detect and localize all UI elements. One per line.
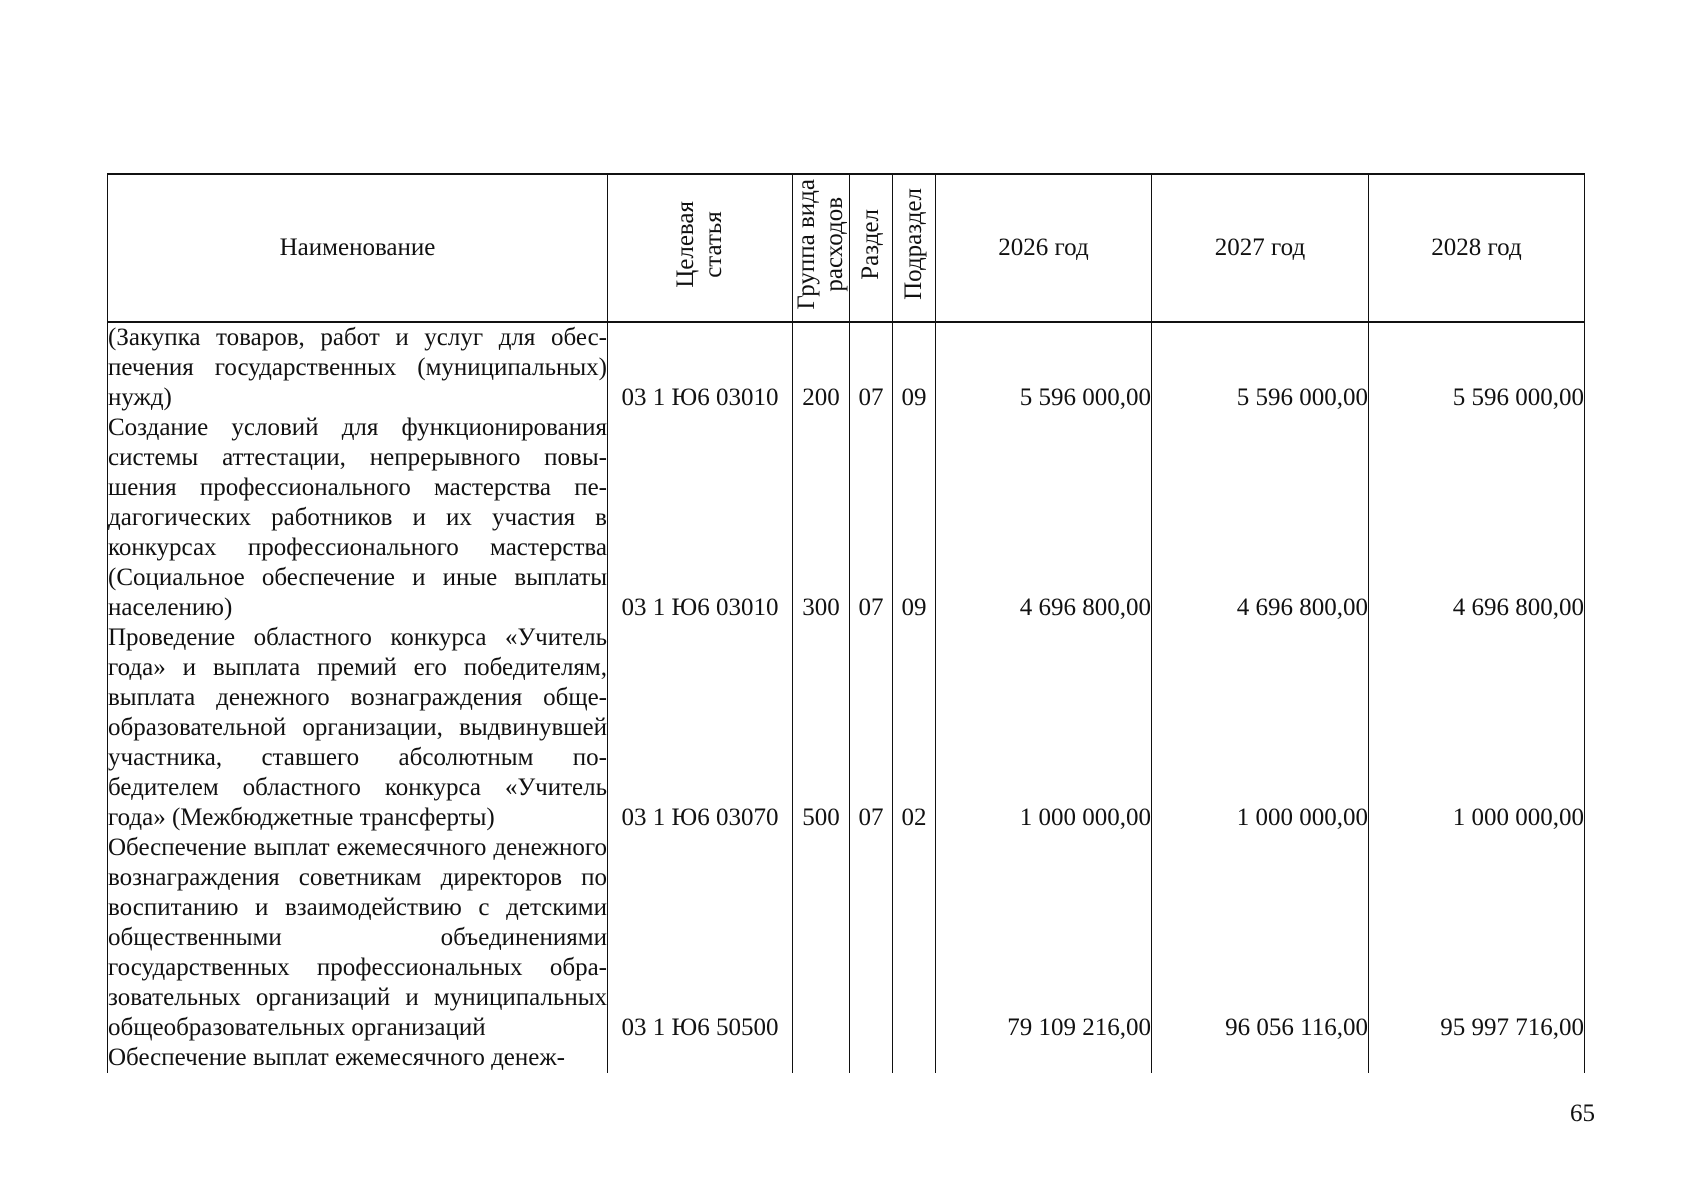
table-row xyxy=(108,623,1585,833)
header-group: Группа вида расходов xyxy=(793,174,850,322)
row-2026: 5 596 000,00 xyxy=(936,322,1152,413)
row-subsection: 09 xyxy=(893,322,936,413)
row-2027: 1 000 000,00 xyxy=(1152,623,1369,833)
header-section: Раздел xyxy=(850,174,893,322)
row-target: 03 1 Ю6 03070 xyxy=(608,623,793,833)
row-group xyxy=(793,1043,850,1073)
header-2026: 2026 год xyxy=(936,174,1152,322)
row-subsection: 02 xyxy=(893,623,936,833)
header-target: Целевая статья xyxy=(608,174,793,322)
row-2028 xyxy=(1369,1043,1585,1073)
header-subsection: Подраздел xyxy=(893,174,936,322)
row-target: 03 1 Ю6 03010 xyxy=(608,322,793,413)
row-group: 300 xyxy=(793,413,850,623)
row-2027: 96 056 116,00 xyxy=(1152,833,1369,1043)
row-2027: 5 596 000,00 xyxy=(1152,322,1369,413)
table-row xyxy=(108,413,1585,623)
budget-table xyxy=(107,173,1585,1073)
row-section: 07 xyxy=(850,623,893,833)
header-2027: 2027 год xyxy=(1152,174,1369,322)
table-row xyxy=(108,322,1585,413)
row-section: 07 xyxy=(850,322,893,413)
row-2028: 1 000 000,00 xyxy=(1369,623,1585,833)
row-subsection xyxy=(893,833,936,1043)
row-2028: 4 696 800,00 xyxy=(1369,413,1585,623)
row-name: Обеспечение выплат ежемесячного денеж- xyxy=(108,1043,608,1073)
row-2028: 5 596 000,00 xyxy=(1369,322,1585,413)
row-2026: 4 696 800,00 xyxy=(936,413,1152,623)
row-target xyxy=(608,1043,793,1073)
table-row xyxy=(108,833,1585,1043)
row-section xyxy=(850,1043,893,1073)
row-2027: 4 696 800,00 xyxy=(1152,413,1369,623)
row-name: (Закупка товаров, работ и услуг для обеспечения государственных (муниципальных) нужд) xyxy=(108,324,607,411)
row-subsection xyxy=(893,1043,936,1073)
header-name: Наименование xyxy=(108,174,608,322)
row-group xyxy=(793,833,850,1043)
row-group: 500 xyxy=(793,623,850,833)
row-2026: 79 109 216,00 xyxy=(936,833,1152,1043)
table-row xyxy=(108,1043,1585,1073)
row-2026: 1 000 000,00 xyxy=(936,623,1152,833)
row-target: 03 1 Ю6 03010 xyxy=(608,413,793,623)
header-2028: 2028 год xyxy=(1369,174,1585,322)
row-section xyxy=(850,833,893,1043)
row-2028: 95 997 716,00 xyxy=(1369,833,1585,1043)
row-2027 xyxy=(1152,1043,1369,1073)
row-group: 200 xyxy=(793,322,850,413)
page-number: 65 xyxy=(1570,1100,1595,1127)
row-name: Проведение областного конкурса «Учитель года» и выплата премий его победителям, выплата денежного вознаграждения общеобразовательной организации, выдвинувшей участника, ставшего абсолютным победителем областного конкурса «Учитель года» (Межбюджетные трансферты) xyxy=(108,624,607,831)
header-row xyxy=(108,174,1585,322)
row-name: Создание условий для функционирования системы аттестации, непрерывного повышения профессионального мастерства педагогических работников и их участия в конкурсах профессионального мастерства (Социальное обеспечение и иные выплаты населению) xyxy=(108,414,607,621)
row-section: 07 xyxy=(850,413,893,623)
row-name: Обеспечение выплат ежемесячного денежного вознаграждения советникам директоров по воспитанию и взаимодействию с детскими общественными объединениями государственных профессиональных образовательных организаций и муниципальных общеобразовательных организаций xyxy=(108,834,607,1041)
row-target: 03 1 Ю6 50500 xyxy=(608,833,793,1043)
row-2026 xyxy=(936,1043,1152,1073)
row-subsection: 09 xyxy=(893,413,936,623)
